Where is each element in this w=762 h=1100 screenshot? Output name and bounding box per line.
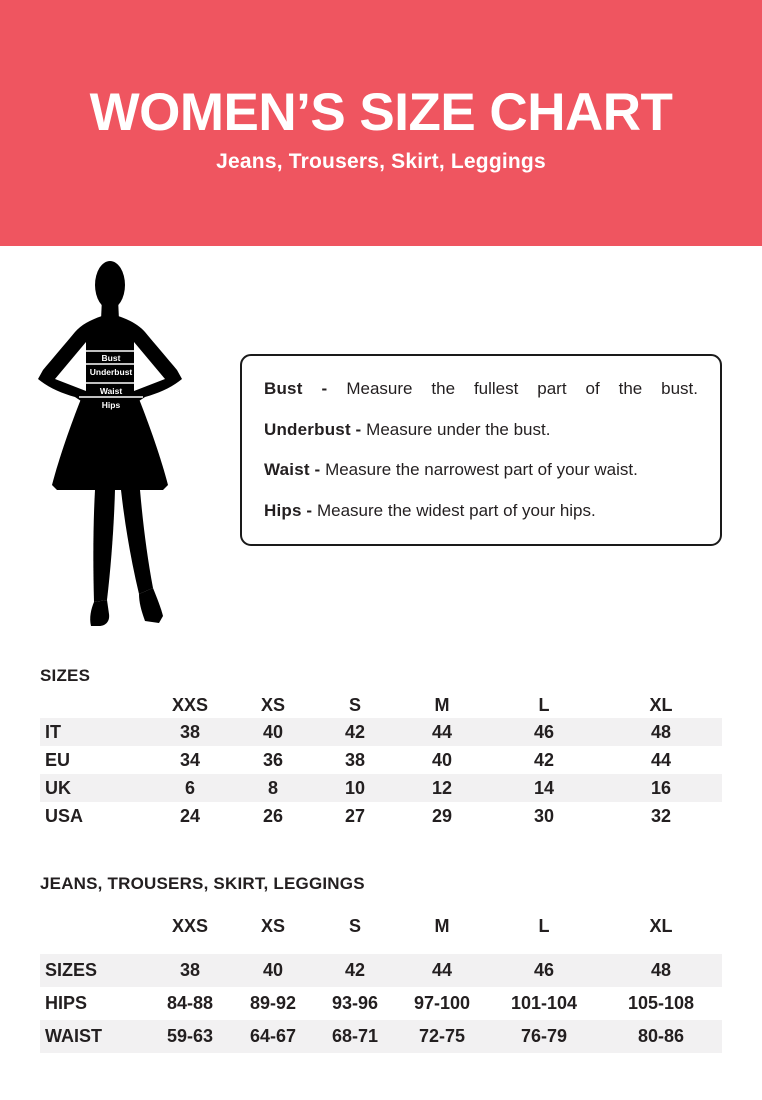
size-value: 38	[344, 749, 366, 770]
size-value: 29	[431, 805, 453, 826]
size-value: 14	[533, 777, 555, 798]
definition-term: Underbust	[264, 419, 351, 439]
size-value: 34	[179, 749, 201, 770]
row-label: HIPS	[45, 993, 88, 1013]
col-header-s: S	[348, 915, 361, 936]
size-value: 40	[262, 721, 284, 742]
spacer-row	[40, 941, 722, 954]
size-value: 46	[533, 721, 555, 742]
garment-section	[40, 874, 722, 1053]
size-value: 16	[650, 777, 672, 798]
size-value: 27	[344, 805, 366, 826]
size-value: 12	[431, 777, 453, 798]
size-value: 93-96	[331, 993, 379, 1013]
size-value: 6	[184, 777, 195, 798]
sizes-table	[40, 692, 722, 830]
measurement-definitions-box	[240, 354, 722, 546]
definition-bust	[264, 378, 698, 400]
row-label: EU	[45, 749, 71, 770]
size-value: 89-92	[249, 993, 297, 1013]
definition-separator: -	[314, 460, 321, 480]
definition-waist	[264, 459, 698, 481]
size-value: 59-63	[166, 1026, 214, 1046]
sizes-section	[40, 666, 722, 830]
table-row-usa	[40, 802, 722, 830]
size-value: 97-100	[413, 993, 471, 1013]
size-value: 8	[267, 777, 278, 798]
page-title: WOMEN’S SIZE CHART	[89, 83, 673, 142]
col-header-m: M	[434, 915, 450, 936]
row-label: SIZES	[45, 960, 98, 980]
size-value: 42	[344, 960, 366, 980]
col-header-xxs: XXS	[171, 915, 209, 936]
measurement-guide-section	[0, 246, 762, 666]
corner-cell	[40, 692, 148, 718]
table-row-it	[40, 718, 722, 746]
definition-term: Bust	[264, 379, 303, 398]
table-row-sizes	[40, 954, 722, 987]
definition-text: Measure under the bust.	[366, 419, 551, 439]
sizes-heading: SIZES	[40, 666, 91, 685]
page-subtitle: Jeans, Trousers, Skirt, Leggings	[216, 150, 546, 173]
size-value: 36	[262, 749, 284, 770]
woman-silhouette-icon	[35, 258, 185, 638]
size-value: 32	[650, 805, 672, 826]
figure-label-underbust: Underbust	[89, 367, 133, 377]
size-value: 48	[650, 960, 672, 980]
size-value: 42	[344, 721, 366, 742]
definition-text: Measure the widest part of your hips.	[316, 500, 596, 520]
table-row-uk	[40, 774, 722, 802]
table-row-eu	[40, 746, 722, 774]
row-label: UK	[45, 777, 71, 798]
col-header-xs: XS	[260, 915, 285, 936]
row-label: WAIST	[45, 1026, 102, 1046]
size-value: 105-108	[627, 993, 695, 1013]
col-header-s: S	[348, 694, 361, 715]
size-value: 101-104	[510, 993, 578, 1013]
size-value: 76-79	[520, 1026, 568, 1046]
size-value: 40	[431, 749, 453, 770]
col-header-l: L	[538, 915, 550, 936]
size-value: 38	[179, 721, 201, 742]
size-value: 44	[431, 960, 453, 980]
figure-label-waist: Waist	[99, 386, 123, 396]
definition-underbust	[264, 419, 698, 441]
size-value: 40	[262, 960, 284, 980]
size-value: 26	[262, 805, 284, 826]
col-header-m: M	[434, 694, 450, 715]
size-value: 72-75	[418, 1026, 466, 1046]
definition-separator: -	[321, 379, 328, 398]
sizes-table-header-row	[40, 692, 722, 718]
garment-table-header-row	[40, 911, 722, 941]
row-label: USA	[45, 805, 84, 826]
garment-table	[40, 911, 722, 1053]
definition-term: Waist	[264, 460, 310, 480]
corner-cell	[40, 911, 148, 941]
table-row-hips	[40, 987, 722, 1020]
figure-label-hips: Hips	[101, 400, 121, 410]
size-value: 46	[533, 960, 555, 980]
size-value: 44	[431, 721, 453, 742]
size-value: 48	[650, 721, 672, 742]
definition-separator: -	[355, 419, 362, 439]
size-value: 30	[533, 805, 555, 826]
col-header-xxs: XXS	[171, 694, 209, 715]
size-value: 42	[533, 749, 555, 770]
definition-hips	[264, 500, 698, 522]
definition-term: Hips	[264, 500, 302, 520]
col-header-xl: XL	[649, 694, 673, 715]
row-label: IT	[45, 721, 61, 742]
table-row-waist	[40, 1020, 722, 1053]
size-value: 80-86	[637, 1026, 685, 1046]
definition-separator: -	[306, 500, 313, 520]
col-header-xl: XL	[649, 915, 673, 936]
size-value: 24	[179, 805, 201, 826]
size-value: 84-88	[166, 993, 214, 1013]
size-value: 38	[179, 960, 201, 980]
size-value: 10	[344, 777, 366, 798]
col-header-l: L	[538, 694, 550, 715]
header-banner	[0, 0, 762, 246]
definition-text: Measure the fullest part of the bust.	[346, 379, 699, 398]
size-value: 68-71	[331, 1026, 379, 1046]
definition-text: Measure the narrowest part of your waist.	[325, 460, 638, 480]
garment-heading: JEANS, TROUSERS, SKIRT, LEGGINGS	[40, 874, 365, 893]
size-value: 44	[650, 749, 672, 770]
figure-label-bust: Bust	[101, 353, 121, 363]
size-value: 64-67	[249, 1026, 297, 1046]
col-header-xs: XS	[260, 694, 285, 715]
